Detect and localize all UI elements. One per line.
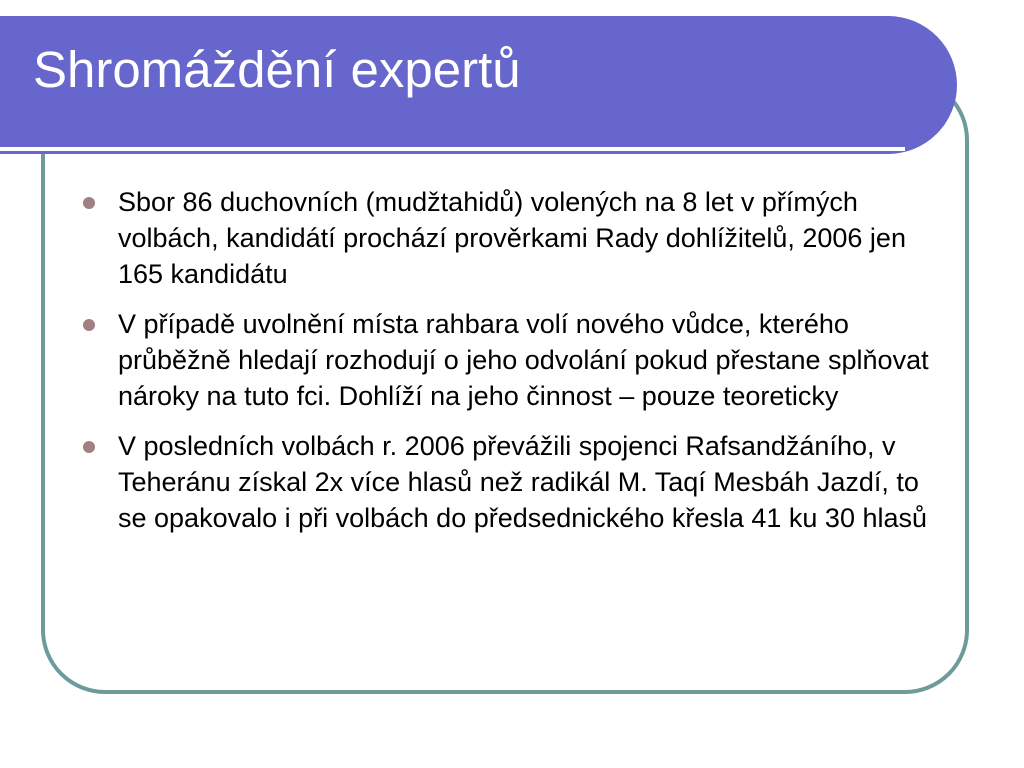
title-underline xyxy=(0,147,905,151)
bullet-text: Sbor 86 duchovních (mudžtahidů) volených na 8 let v přímých volbách, kandidátí prochází prověrkami Rady dohlížitelů, 2006 jen 165 kandidátu xyxy=(118,187,906,289)
bullet-dot-icon xyxy=(83,319,95,331)
bullet-text: V posledních volbách r. 2006 převážili spojenci Rafsandžáního, v Teheránu získal 2x více hlasů než radikál M. Taqí Mesbáh Jazdí, to se opakovalo i při volbách do předsednického křesla 41 ku 30 hlasů xyxy=(118,431,928,533)
bullet-dot-icon xyxy=(83,441,95,453)
bullet-item xyxy=(80,184,940,292)
bullet-item xyxy=(80,428,940,536)
slide-title: Shromáždění expertů xyxy=(33,41,521,98)
bullet-text: V případě uvolnění místa rahbara volí nového vůdce, kterého průběžně hledají rozhodují o jeho odvolání pokud přestane splňovat nároky na tuto fci. Dohlíží na jeho činnost – pouze teoreticky xyxy=(118,309,929,411)
bullet-item xyxy=(80,306,940,414)
bullet-dot-icon xyxy=(83,197,95,209)
bullet-list xyxy=(80,184,940,550)
